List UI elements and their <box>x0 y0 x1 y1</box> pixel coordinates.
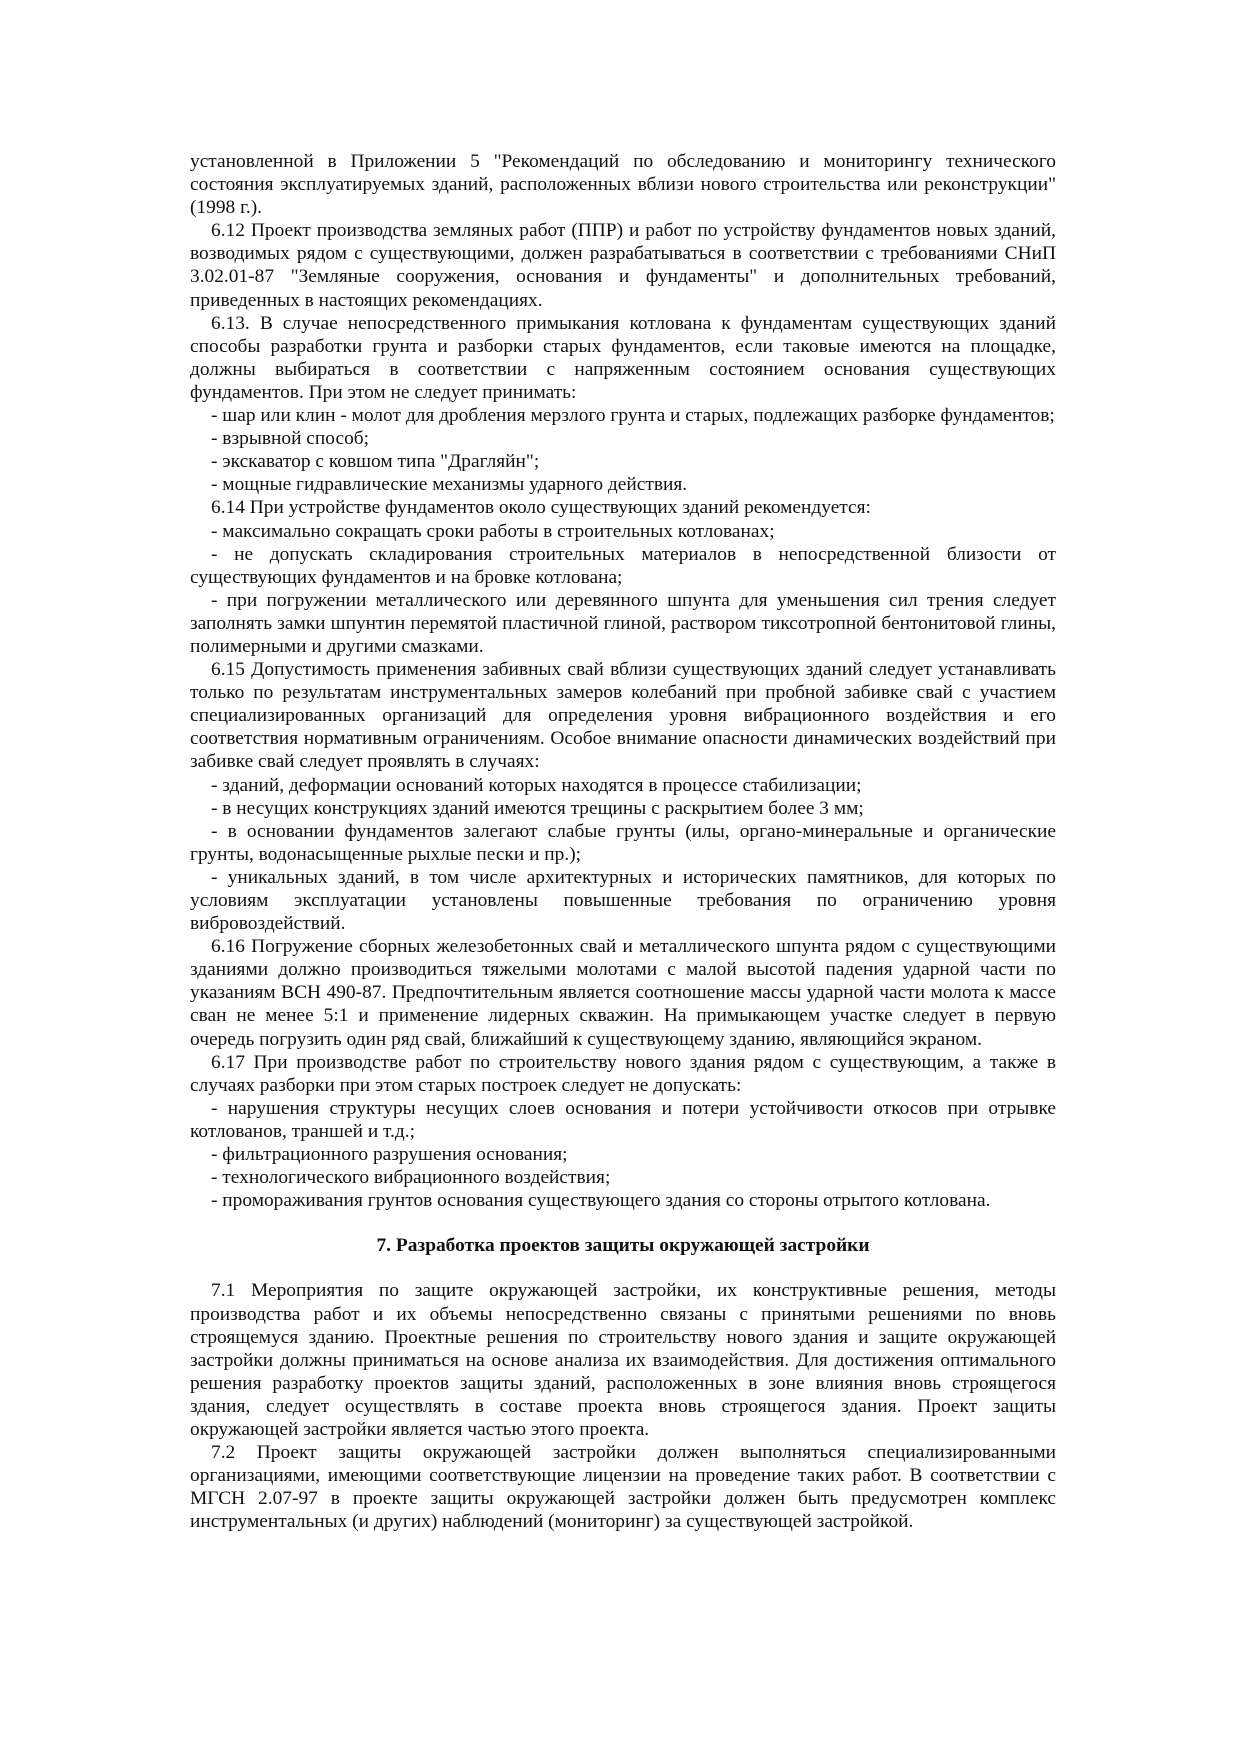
paragraph: - экскаватор с ковшом типа "Драгляйн"; <box>211 451 540 473</box>
paragraph: 6.15 Допустимость применения забивных свай вблизи существующих зданий следует устанавливать только по результатам инструментальных замеров колебаний при пробной забивке свай с участием специализированных организаций для определения уровня вибрационного воздействия и его соответствия нормативным ограничениям. Особое внимание опасности динамических воздействий при забивке свай следует проявлять в случаях: <box>190 659 1056 773</box>
paragraph: установленной в Приложении 5 "Рекомендаций по обследованию и мониторингу технического состояния эксплуатируемых зданий, расположенных вблизи нового строительства или реконструкции" (1998 г.). <box>190 151 1056 219</box>
paragraph: - фильтрационного разрушения основания; <box>211 1144 568 1166</box>
paragraph: - шар или клин - молот для дробления мерзлого грунта и старых, подлежащих разборке фундаментов; <box>211 405 1055 427</box>
paragraph: - в основании фундаментов залегают слабые грунты (илы, органо-минеральные и органические грунты, водонасыщенные рыхлые пески и пр.); <box>190 820 1056 865</box>
paragraph: - максимально сокращать сроки работы в строительных котлованах; <box>211 520 775 542</box>
paragraph: 6.14 При устройстве фундаментов около существующих зданий рекомендуется: <box>211 497 871 519</box>
document-page <box>190 150 1056 1533</box>
paragraph: - нарушения структуры несущих слоев основания и потери устойчивости откосов при отрывке котлованов, траншей и т.д.; <box>190 1097 1056 1142</box>
paragraph: - не допускать складирования строительных материалов в непосредственной близости от существующих фундаментов и на бровке котлована; <box>190 543 1056 588</box>
paragraph: - промораживания грунтов основания существующего здания со стороны отрытого котлована. <box>211 1190 991 1212</box>
paragraph: 6.12 Проект производства земляных работ (ППР) и работ по устройству фундаментов новых зданий, возводимых рядом с существующими, должен разрабатываться в соответствии с требованиями СНиП 3.02.01-87 "Земляные сооружения, основания и фундаменты" и дополнительных требований, приведенных в настоящих рекомендациях. <box>190 220 1056 311</box>
section-heading: 7. Разработка проектов защиты окружающей застройки <box>376 1235 870 1257</box>
paragraph: 7.2 Проект защиты окружающей застройки должен выполняться специализированными организациями, имеющими соответствующие лицензии на проведение таких работ. В соответствии с МГСН 2.07-97 в проекте защиты окружающей застройки должен быть предусмотрен комплекс инструментальных (и других) наблюдений (мониторинг) за существующей застройкой. <box>190 1442 1056 1533</box>
paragraph: - зданий, деформации оснований которых находятся в процессе стабилизации; <box>211 774 862 796</box>
paragraph: - технологического вибрационного воздействия; <box>211 1167 611 1189</box>
paragraph: 6.13. В случае непосредственного примыкания котлована к фундаментам существующих зданий способы разработки грунта и разборки старых фундаментов, если таковые имеются на площадке, должны выбираться в соответствии с напряженным состоянием основания существующих фундаментов. При этом не следует принимать: <box>190 312 1056 403</box>
paragraph: 6.17 При производстве работ по строительству нового здания рядом с существующим, а также в случаях разборки при этом старых построек следует не допускать: <box>190 1051 1056 1096</box>
paragraph: - в несущих конструкциях зданий имеются трещины с раскрытием более 3 мм; <box>211 797 864 819</box>
paragraph: - при погружении металлического или деревянного шпунта для уменьшения сил трения следует заполнять замки шпунтин перемятой пластичной глиной, раствором тиксотропной бентонитовой глины, полимерными и другими смазками. <box>190 589 1056 657</box>
paragraph: 7.1 Мероприятия по защите окружающей застройки, их конструктивные решения, методы производства работ и их объемы непосредственно связаны с принятыми решениями по вновь строящемуся зданию. Проектные решения по строительству нового здания и защите окружающей застройки должны приниматься на основе анализа их взаимодействия. Для достижения оптимального решения разработку проектов защиты зданий, расположенных в зоне влияния вновь строящегося здания, следует осуществлять в составе проекта вновь строящегося здания. Проект защиты окружающей застройки является частью этого проекта. <box>190 1280 1056 1440</box>
paragraph: - уникальных зданий, в том числе архитектурных и исторических памятников, для которых по условиям эксплуатации установлены повышенные требования по ограничению уровня вибровоздействий. <box>190 866 1056 935</box>
paragraph: - взрывной способ; <box>211 428 370 450</box>
paragraph: 6.16 Погружение сборных железобетонных свай и металлического шпунта рядом с существующими зданиями должно производиться тяжелыми молотами с малой высотой падения ударной части по указаниям ВСН 490-87. Предпочтительным является соотношение массы ударной части молота к массе сван не менее 5:1 и применение лидерных скважин. На примыкающем участке следует в первую очередь погрузить один ряд свай, ближайший к существующему зданию, являющийся экраном. <box>190 936 1056 1050</box>
paragraph: - мощные гидравлические механизмы ударного действия. <box>211 474 688 496</box>
